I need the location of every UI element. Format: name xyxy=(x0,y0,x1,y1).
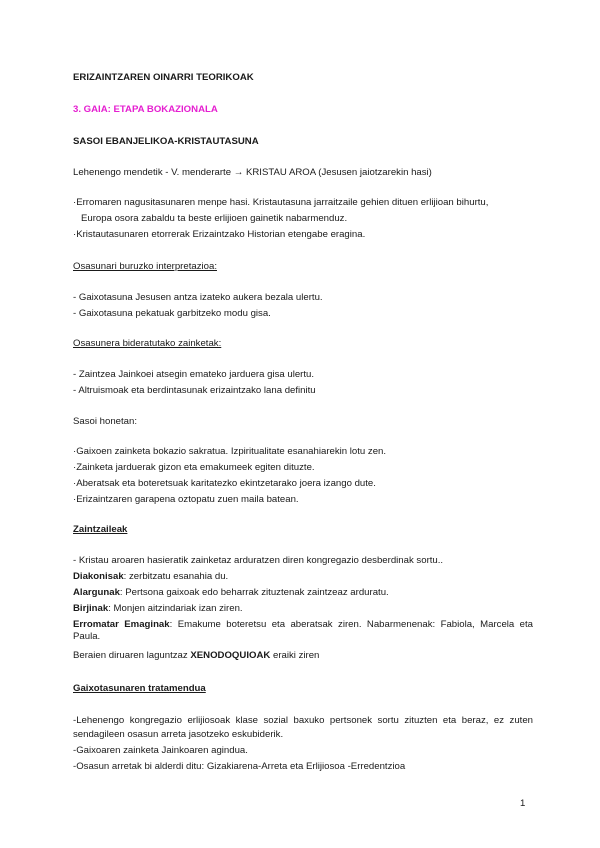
interpretation-heading: Osasunari buruzko interpretazioa: xyxy=(73,261,217,272)
list-item: -Lehenengo kongregazio erlijiosoak klase sozial baxuko pertsonek sortu zituzten eta beraz, ez zuten sendagileen osasun arreta jasotzeko eskubiderik. xyxy=(73,715,533,740)
caregiver-term: Erromatar Emaginak xyxy=(73,619,170,630)
caregiver-entry xyxy=(73,587,533,599)
list-item: -Gaixoaren zainketa Jainkoaren agindua. xyxy=(73,745,248,756)
list-item: ·Erizaintzaren garapena oztopatu zuen maila batean. xyxy=(73,494,299,505)
intro-bullet-continuation: Europa osora zabaldu ta beste erlijioen gainetik nabarmenduz. xyxy=(81,213,348,224)
closing-highlight: XENODOQUIOAK xyxy=(190,650,271,661)
list-item: - Gaixotasuna Jesusen antza izateko aukera bezala ulertu. xyxy=(73,292,323,303)
list-item: ·Aberatsak eta boteretsuak karitatezko ekintzetarako joera izango dute. xyxy=(73,478,376,489)
intro-bullet: ·Kristautasunaren etorrerak Erizaintzako Historian etengabe eragina. xyxy=(73,229,366,240)
list-item: ·Gaixoen zainketa bokazio sakratua. Izpiritualitate esanahiarekin lotu zen. xyxy=(73,446,387,457)
caregiver-description: : Pertsona gaixoak edo beharrak zituztenak zaintzeaz arduratu. xyxy=(119,587,389,598)
closing-suffix: eraiki ziren xyxy=(270,650,320,661)
caregiver-term: Alargunak xyxy=(73,587,120,598)
caregivers-heading: Zaintzaileak xyxy=(73,524,128,535)
caregiver-description: : Monjen aitzindariak izan ziren. xyxy=(108,603,243,614)
list-item: - Gaixotasuna pekatuak garbitzeko modu gisa. xyxy=(73,308,271,319)
caregiver-description: : zerbitzatu esanahia du. xyxy=(123,571,229,582)
caregiver-description: : Emakume boteretsu eta aberatsak ziren. Nabarmenenak: Fabiola, Marcela eta Paula. xyxy=(73,619,534,642)
list-item: -Osasun arretak bi alderdi ditu: Gizakiarena-Arreta eta Erlijiosoa -Erredentzioa xyxy=(73,761,406,772)
document-title: ERIZAINTZAREN OINARRI TEORIKOAK xyxy=(73,72,254,83)
caregiver-entry xyxy=(73,603,533,615)
chapter-heading: 3. GAIA: ETAPA BOKAZIONALA xyxy=(73,104,218,115)
caregiver-term: Birjinak xyxy=(73,603,109,614)
list-item: - Altruismoak eta berdintasunak erizaintzako lana definitu xyxy=(73,385,316,396)
list-item: ·Zainketa jarduerak gizon eta emakumeek egiten dituzte. xyxy=(73,462,315,473)
period-line: Lehenengo mendetik - V. menderarte → KRISTAU AROA (Jesusen jaiotzarekin hasi) xyxy=(73,167,432,178)
caregivers-intro: - Kristau aroaren hasieratik zainketaz arduratzen diren kongregazio desberdinak sortu.. xyxy=(73,555,444,566)
intro-bullet: ·Erromaren nagusitasunaren menpe hasi. Kristautasuna jarraitzaile gehien dituen erlijioan bihurtu, xyxy=(73,197,489,208)
list-item: - Zaintzea Jainkoei atsegin emateko jarduera gisa ulertu. xyxy=(73,369,315,380)
page-number: 1 xyxy=(520,798,526,809)
caregiver-term: Diakonisak xyxy=(73,571,124,582)
treatment-heading: Gaixotasunaren tratamendua xyxy=(73,683,206,694)
closing-prefix: Beraien diruaren laguntzaz xyxy=(73,650,191,661)
time-heading: Sasoi honetan: xyxy=(73,416,138,427)
caregiver-entry xyxy=(73,571,533,583)
caregiver-entry xyxy=(73,619,533,643)
section-title: SASOI EBANJELIKOA-KRISTAUTASUNA xyxy=(73,136,259,147)
caregivers-closing xyxy=(73,650,533,662)
care-heading: Osasunera bideratutako zainketak: xyxy=(73,338,222,349)
